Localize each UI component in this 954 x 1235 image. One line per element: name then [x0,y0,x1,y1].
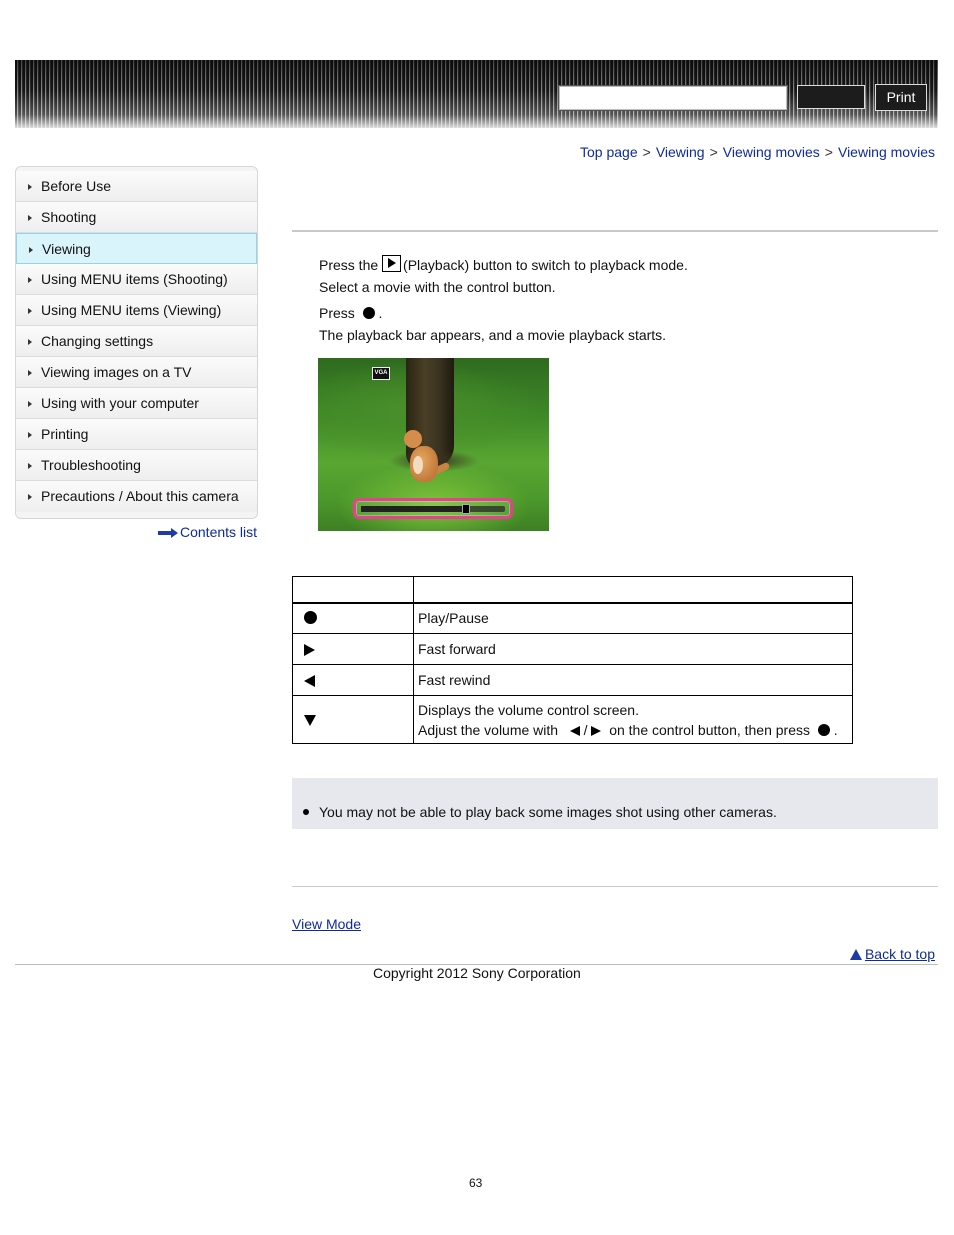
volume-text-b: on the control button, then press [609,721,811,738]
step-3-text-after: . [378,305,383,321]
contents-list-label: Contents list [180,524,258,540]
step-1-text-before: Press the [319,257,379,273]
up-arrow-icon [850,949,862,960]
dot-icon [304,611,317,624]
volume-instructions [418,720,852,740]
table-header-cell [414,577,853,603]
sidebar-item-label: Shooting [41,209,97,225]
sidebar-item-label: Before Use [41,178,112,194]
bullet-icon [303,809,309,815]
sidebar-item-label: Printing [41,426,89,442]
sidebar-item-label: Changing settings [41,333,154,349]
caret-right-icon [28,432,32,438]
sidebar-item-label: Using MENU items (Shooting) [41,271,228,287]
sidebar-item-label: Precautions / About this camera [41,488,239,504]
volume-text-a: Adjust the volume with [418,721,559,738]
caret-right-icon [28,463,32,469]
print-button[interactable]: Print [875,84,927,111]
sidebar-item-label: Troubleshooting [41,457,141,473]
breadcrumb-separator: > [709,144,718,160]
caret-right-icon [28,308,32,314]
caret-right-icon [28,494,32,500]
sidebar-item-menu-shooting[interactable] [16,264,257,295]
sidebar-item-changing-settings[interactable] [16,326,257,357]
section-divider [292,230,938,232]
breadcrumb-current-page[interactable]: Viewing movies [837,144,935,160]
right-triangle-icon [304,644,315,656]
volume-text-end: . [833,721,838,738]
step-3-result: The playback bar appears, and a movie playback starts. [319,327,667,343]
step-1-text-after: (Playback) button to switch to playback mode. [403,257,688,273]
breadcrumb-separator: > [642,144,651,160]
section-divider [292,886,938,887]
sidebar-item-label: Viewing images on a TV [41,364,192,380]
cat-head [404,430,422,448]
sidebar-item-viewing-on-tv[interactable] [16,357,257,388]
page-number: 63 [469,1176,483,1190]
caret-right-icon [28,401,32,407]
sidebar-item-computer[interactable] [16,388,257,419]
contents-list-link[interactable] [158,524,257,540]
table-key-cell [293,634,414,665]
playback-bar [361,506,505,512]
playback-progress-fill [361,506,466,512]
sidebar-item-printing[interactable] [16,419,257,450]
movie-playback-screenshot [318,358,549,531]
center-button-icon [363,307,375,319]
breadcrumb-viewing-movies[interactable]: Viewing movies [722,144,820,160]
sidebar-item-shooting[interactable] [16,202,257,233]
note-item [303,804,777,820]
caret-right-icon [29,247,33,253]
search-input[interactable] [558,85,788,111]
sidebar-item-label: Using MENU items (Viewing) [41,302,222,318]
breadcrumb-separator: > [824,144,833,160]
volume-description: Displays the volume control screen. [418,701,639,718]
caret-right-icon [28,277,32,283]
cat-chest [413,456,423,474]
volume-separator: / [583,721,588,738]
table-row [293,634,853,665]
table-key-cell [293,665,414,696]
down-triangle-icon [304,715,316,726]
table-key-cell [293,603,414,634]
caret-right-icon [28,370,32,376]
view-mode-link[interactable]: View Mode [292,916,362,932]
step-3 [319,305,382,321]
step-2: Select a movie with the control button. [319,279,556,295]
arrow-right-icon [158,528,178,538]
table-row [293,603,853,634]
back-to-top-label: Back to top [864,946,935,962]
operations-table [292,576,853,744]
note-text: You may not be able to play back some images shot using other cameras. [319,804,777,820]
table-header-cell [293,577,414,603]
table-value-cell: Play/Pause [414,603,853,634]
table-header-row [293,577,853,603]
table-value-cell [414,696,853,744]
table-value-cell: Fast forward [414,634,853,665]
right-triangle-icon [591,726,601,736]
breadcrumb-top-page[interactable]: Top page [580,144,638,160]
sidebar-nav [15,166,258,519]
center-button-icon [818,724,830,736]
playback-button-icon [382,255,401,272]
caret-right-icon [28,184,32,190]
vga-quality-icon: VGA [372,367,390,380]
left-triangle-icon [304,675,315,687]
sidebar-item-menu-viewing[interactable] [16,295,257,326]
table-key-cell [293,696,414,744]
copyright-text: Copyright 2012 Sony Corporation [373,965,581,981]
playback-bar-highlight [353,498,513,519]
table-row [293,696,853,744]
search-button[interactable] [797,85,865,109]
step-1 [319,255,688,273]
back-to-top-link[interactable] [850,946,935,962]
playback-position-marker [462,504,470,514]
sidebar-item-before-use[interactable] [16,171,257,202]
sidebar-item-viewing[interactable] [16,233,257,264]
table-value-cell: Fast rewind [414,665,853,696]
table-row [293,665,853,696]
sidebar-item-label: Using with your computer [41,395,199,411]
sidebar-item-precautions[interactable] [16,481,257,512]
left-triangle-icon [570,726,580,736]
caret-right-icon [28,339,32,345]
breadcrumb [580,144,935,160]
sidebar-item-label: Viewing [42,241,91,257]
caret-right-icon [28,215,32,221]
sidebar-item-troubleshooting[interactable] [16,450,257,481]
step-3-text-before: Press [319,305,355,321]
breadcrumb-viewing[interactable]: Viewing [655,144,705,160]
